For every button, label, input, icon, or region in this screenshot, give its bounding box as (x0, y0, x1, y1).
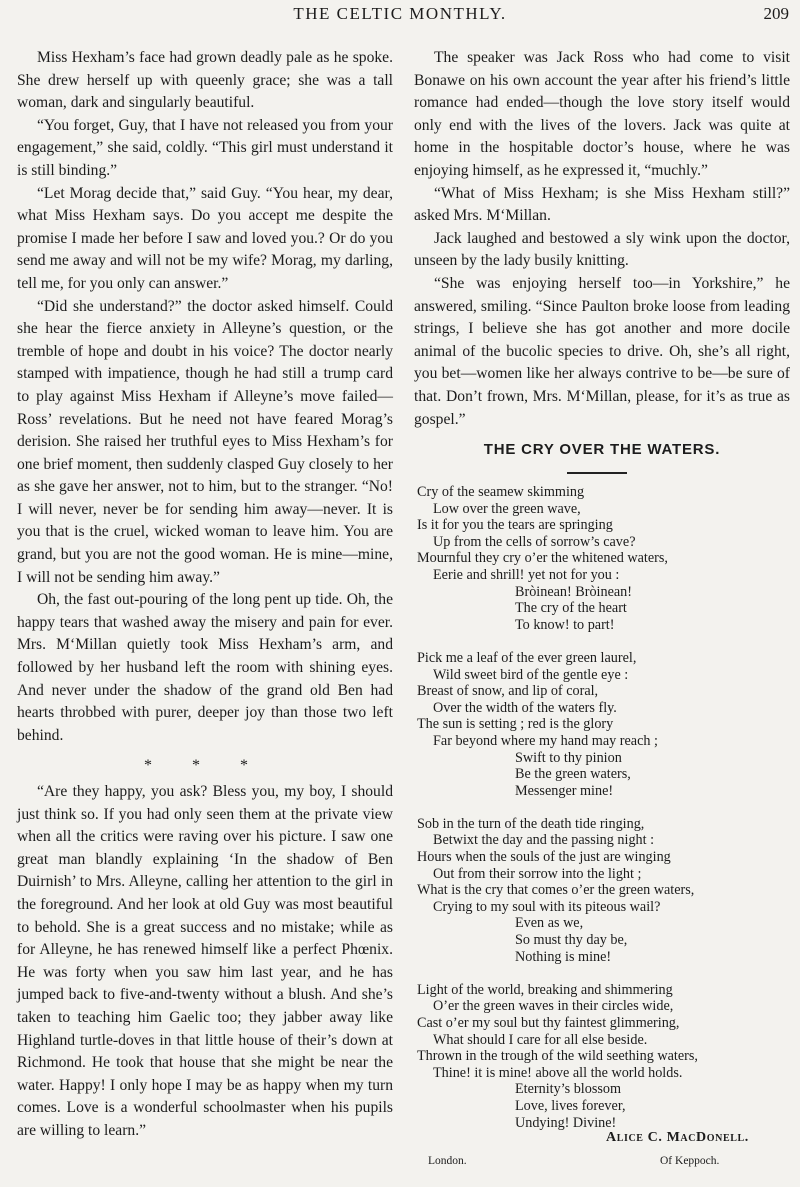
poem-line: Cry of the seamew skimming (417, 484, 585, 500)
title-rule (567, 472, 627, 474)
paragraph: “She was enjoying herself too—in Yorkshire,” he answered, smiling. “Since Paulton broke loose from leading strings, I believe she has got another and more docile animal of the bucolic species to drive. Oh, she’s all right, you bet—women like her always contrive to be—be sure of that. Don’t frown, Mrs. M‘Millan, please, for it’s as true as gospel.” (414, 274, 790, 428)
paragraph: The speaker was Jack Ross who had come to visit Bonawe on his own account the year after his friend’s little romance had ended—though the love story itself would only end with the lives of the lovers. Jack was quite at home in the hospitable doctor’s house, where he was enjoying himself, as he expressed it, “muchly.” (414, 49, 790, 179)
poem-line: Light of the world, breaking and shimmering (417, 981, 673, 998)
poem-line: Love, lives forever, (515, 1097, 626, 1114)
poem-line: Messenger mine! (515, 782, 614, 799)
poem-line: What should I care for all else beside. (433, 1031, 648, 1048)
poem-line: Is it for you the tears are springing (417, 517, 613, 534)
paragraph: “What of Miss Hexham; is she Miss Hexham still?” asked Mrs. M‘Millan. (414, 184, 790, 225)
poem-line: Eternity’s blossom (515, 1081, 622, 1098)
stanza (417, 982, 797, 1131)
poem-line: Out from their sorrow into the light ; (433, 865, 642, 882)
poem-line: What is the cry that comes o’er the green waters, (417, 882, 695, 899)
poem-line: Cast o’er my soul but thy faintest glimmering, (417, 1015, 680, 1031)
paragraph: Oh, the fast out-pouring of the long pent up tide. Oh, the happy tears that washed away the misery and pain for ever. Mrs. M‘Millan quietly took Miss Hexham’s arm, and followed by her husband left the room with shining eyes. And never under the shadow of the grand old Ben had hearts throbbed with purer, deeper joy than those two left behind. (17, 591, 393, 744)
poem-line: Pick me a leaf of the ever green laurel, (417, 649, 637, 666)
poem-title: THE CRY OVER THE WATERS. (483, 441, 721, 458)
poem-author: Alice C. MacDonell. (606, 1130, 749, 1145)
stanza (417, 816, 797, 965)
right-column (414, 47, 790, 431)
poem-line: The cry of the heart (515, 600, 627, 617)
poem-line: To know! to part! (515, 616, 615, 633)
left-column (17, 47, 393, 1143)
poem-line: Far beyond where my hand may reach ; (433, 732, 658, 749)
paragraph: “Let Morag decide that,” said Guy. “You hear, my dear, what Miss Hexham says. Do you accept me despite the promise I made her before I saw and loved you.? Or do you send me away and will not be my wife? Morag, my darling, tell me, for you only can answer.” (17, 184, 393, 292)
poem-line: Bròinean! Bròinean! (515, 583, 633, 600)
poem-line: Breast of snow, and lip of coral, (417, 683, 599, 700)
journal-title: THE CELTIC MONTHLY. (293, 4, 507, 23)
poem-line: Up from the cells of sorrow’s cave? (433, 533, 636, 550)
poem-line: Thrown in the trough of the wild seething waters, (417, 1048, 698, 1065)
paragraph: Miss Hexham’s face had grown deadly pale as he spoke. She drew herself up with queenly grace; she was a tall woman, dark and singularly beautiful. (17, 49, 393, 112)
paragraph: Jack laughed and bestowed a sly wink upon the doctor, unseen by the lady busily knitting. (414, 229, 790, 270)
paragraph: “Did she understand?” the doctor asked himself. Could she hear the fierce anxiety in Alleyne’s question, or the tremble of hope and doubt in his voice? The doctor nearly stamped with impatience, though he had still a trump card to play against Miss Hexham if Alleyne’s move failed—Ross’ revelations. But he need not have feared Morag’s derision. She raised her truthful eyes to Miss Hexham’s for one brief moment, then suddenly clasped Guy closely to her as she gave her answer, not to him, but to the stranger. “No! I will never, never be for sending him away—never. It is you that is the cruel, wicked woman to leave him. You are grand, but you are not the good woman. He is mine—mine, I will not be sending him away.” (17, 297, 393, 586)
section-separator: * * * (144, 757, 266, 775)
paragraph: “You forget, Guy, that I have not released you from your engagement,” she said, coldly. “This girl must understand it is still binding.” (17, 116, 393, 179)
poem-line: Undying! Divine! (515, 1114, 617, 1131)
poem-line: Be the green waters, (515, 766, 631, 783)
poem-line: Sob in the turn of the death tide ringing, (417, 815, 645, 832)
poem-line: Eerie and shrill! yet not for you : (433, 566, 620, 583)
poem-line: Thine! it is mine! above all the world holds. (433, 1064, 683, 1081)
poem-line: So must thy day be, (515, 932, 628, 949)
poem-place: London. (428, 1155, 467, 1167)
poem-line: Even as we, (515, 915, 584, 932)
running-header (0, 4, 800, 28)
poem-line: The sun is setting ; red is the glory (417, 716, 614, 733)
page-number: 209 (763, 4, 789, 23)
author-clan: Of Keppoch. (660, 1155, 720, 1167)
poem-line: Hours when the souls of the just are winging (417, 849, 671, 866)
poem-line: O’er the green waves in their circles wide, (433, 998, 674, 1015)
stanza (417, 650, 797, 799)
poem-line: Low over the green wave, (433, 500, 581, 517)
stanza (417, 484, 797, 633)
poem-line: Nothing is mine! (515, 948, 612, 965)
poem-line: Crying to my soul with its piteous wail? (433, 898, 661, 915)
poem-line: Betwixt the day and the passing night : (433, 832, 655, 849)
poem-body (417, 484, 797, 1148)
paragraph: “Are they happy, you ask? Bless you, my boy, I should just think so. If you had only seen them at the private view when all the critics were raving over his picture. I saw one great man blandly explaining ‘In the shadow of Ben Duirnish’ to Mrs. Alleyne, calling her attention to the girl in the foreground. And her look at old Guy was most beautiful to behold. She is a great success and no mistake; while as for Alleyne, he has renewed himself like a perfect Phœnix. He was forty when you saw him last year, and he has jumped back to five-and-twenty without a blush. And she’s taken to teaching him Gaelic too; they jabber away like Highland turtle-doves in that little house of their’s down at Richmond. He took that house that she might be near the water. Happy! I only hope I may be as happy when my turn comes. Love is a wonderful schoolmaster when his pupils are willing to learn.” (17, 783, 393, 1139)
poem-line: Wild sweet bird of the gentle eye : (433, 666, 629, 683)
poem-line: Over the width of the waters fly. (433, 699, 617, 716)
poem-line: Mournful they cry o’er the whitened waters, (417, 550, 668, 567)
poem-line: Swift to thy pinion (515, 749, 622, 766)
